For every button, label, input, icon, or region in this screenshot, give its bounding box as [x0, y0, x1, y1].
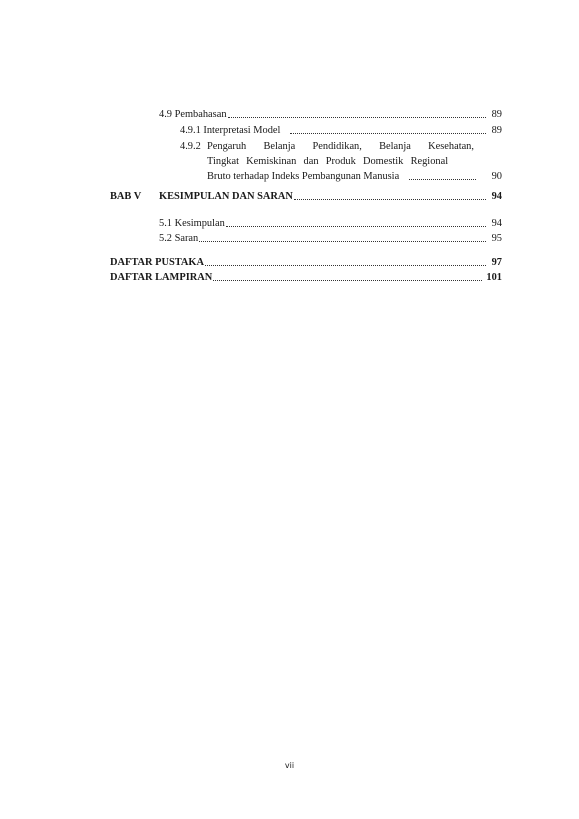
toc-entry-label: 4.9.1 Interpretasi Model: [180, 125, 281, 136]
toc-entry-page: 94: [491, 218, 502, 229]
dot-leader: [226, 226, 486, 227]
dot-leader: [213, 280, 482, 281]
toc-entry-5-1: [159, 217, 502, 230]
chapter-number: BAB V: [110, 191, 142, 202]
toc-entry-page: 95: [491, 233, 502, 244]
word: Kesehatan,: [428, 141, 474, 152]
toc-entry-label: Bruto terhadap Indeks Pembangunan Manusia: [207, 171, 400, 182]
chapter-title: KESIMPULAN DAN SARAN: [159, 191, 293, 202]
word: Pengaruh: [207, 141, 247, 152]
toc-entry-label: DAFTAR LAMPIRAN: [110, 272, 213, 283]
toc-entry-page: 90: [491, 171, 502, 182]
word: Belanja: [263, 141, 296, 152]
toc-entry-page: 94: [491, 191, 502, 202]
word: Belanja: [379, 141, 411, 152]
chapter-title-line: [159, 190, 502, 203]
dot-leader: [205, 265, 486, 266]
toc-entry-daftar-lampiran: [110, 271, 502, 284]
dot-leader: [228, 117, 486, 118]
toc-entry-number: 4.9.2: [180, 141, 201, 152]
toc-entry-label: 4.9 Pembahasan: [159, 109, 227, 120]
toc-entry-line-2: Tingkat Kemiskinan dan Produk Domestik Regional: [207, 156, 449, 167]
word: Pendidikan,: [312, 141, 362, 152]
toc-entry-daftar-pustaka: [110, 256, 502, 269]
dot-leader: [294, 199, 486, 200]
dot-leader: [409, 179, 476, 180]
toc-entry-page: 89: [491, 125, 502, 136]
toc-entry-line-1: [207, 140, 474, 153]
toc-entry-4-9: [159, 108, 502, 121]
toc-entry-label: 5.1 Kesimpulan: [159, 218, 225, 229]
dot-leader: [290, 133, 486, 134]
toc-entry-page: 97: [491, 257, 502, 268]
toc-entry-label: 5.2 Saran: [159, 233, 199, 244]
toc-entry-4-9-1: [180, 124, 502, 137]
toc-entry-page: 89: [491, 109, 502, 120]
toc-entry-line-3: [207, 170, 502, 183]
dot-leader: [199, 241, 486, 242]
page-number: vii: [284, 761, 295, 770]
toc-entry-label: DAFTAR PUSTAKA: [110, 257, 204, 268]
toc-entry-5-2: [159, 232, 502, 245]
toc-entry-page: 101: [486, 272, 502, 283]
